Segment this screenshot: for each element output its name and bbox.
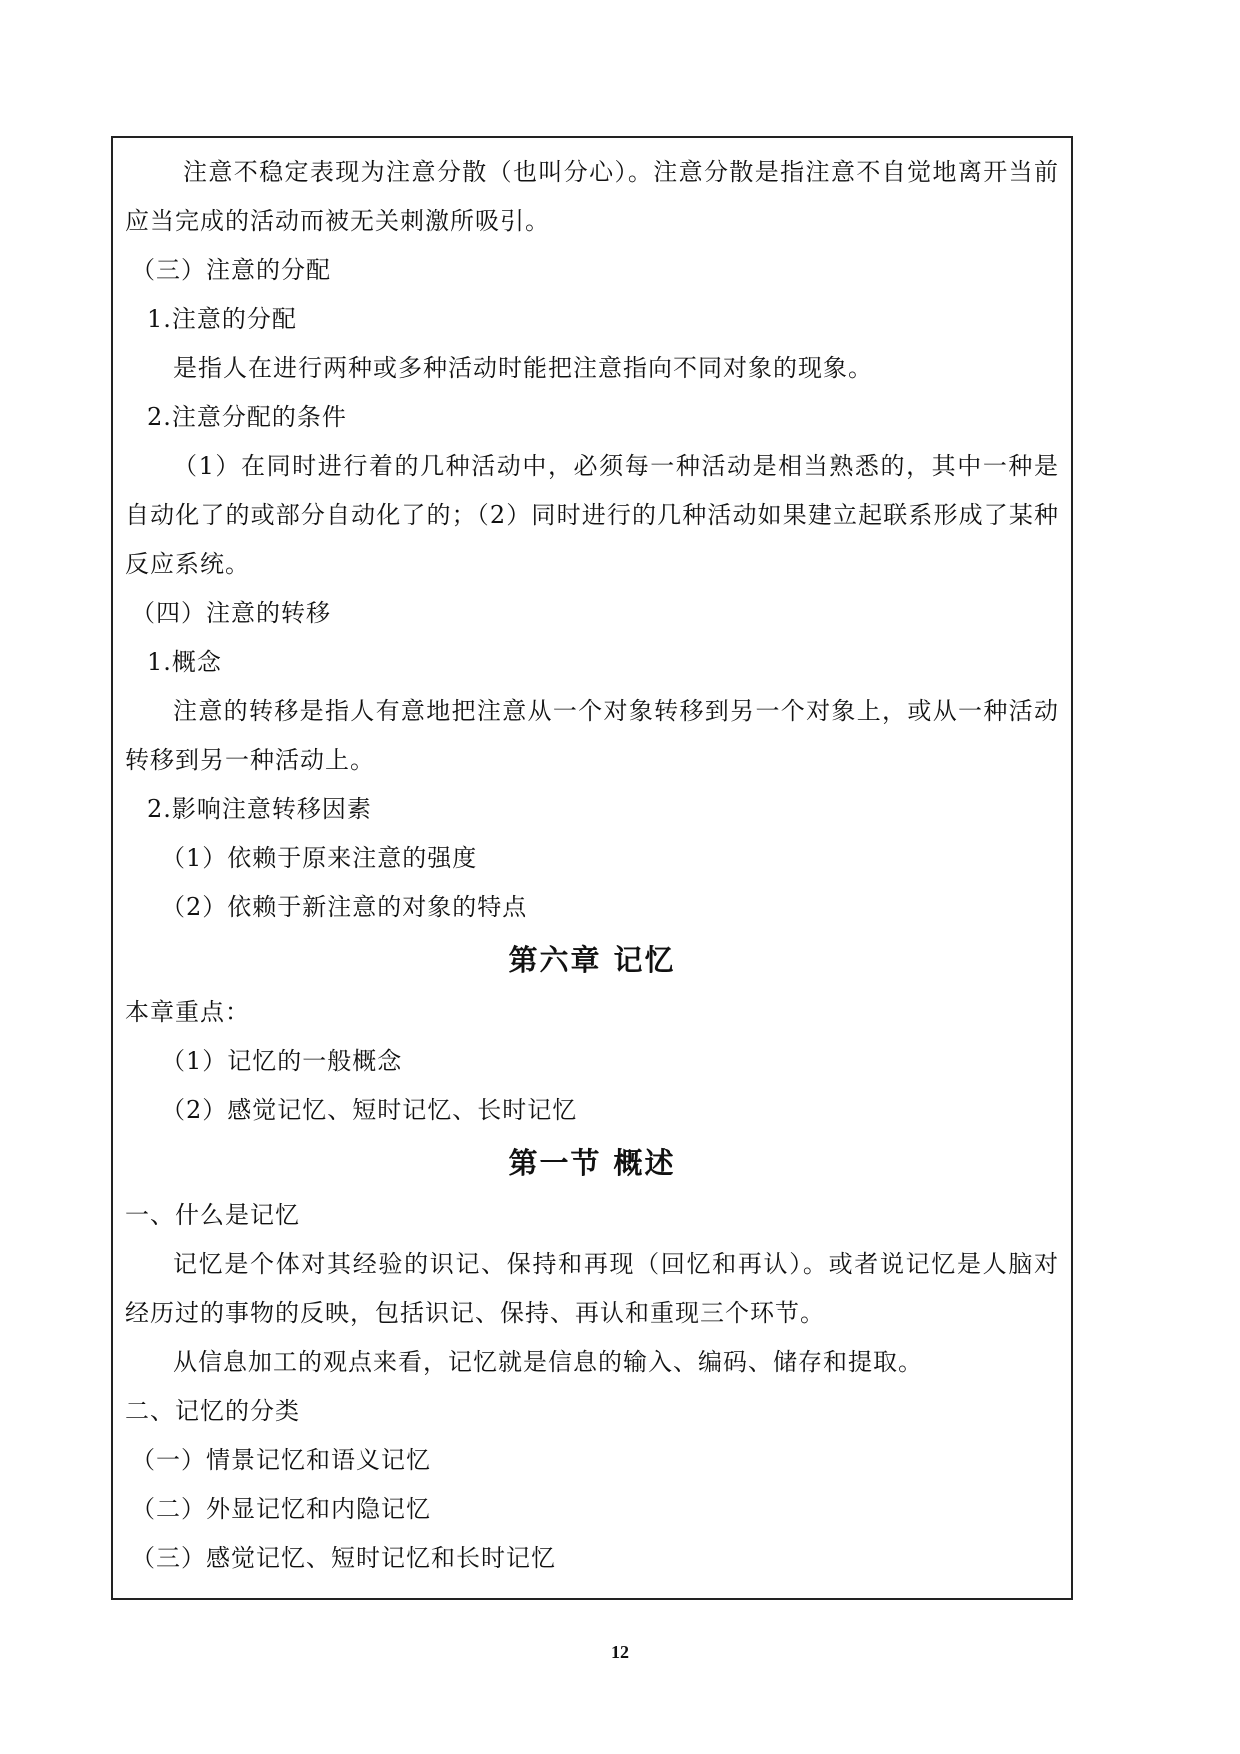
list-item-shift-factor-1: （1）依赖于原来注意的强度	[161, 844, 478, 872]
text-memory-definition: 记忆是个体对其经验的识记、保持和再现（回忆和再认）。或者说记忆是人脑对经历过的事物的反映，包括识记、保持、再认和重现三个环节。	[125, 1250, 1059, 1327]
paragraph-attention-instability: 注意不稳定表现为注意分散（也叫分心）。注意分散是指注意不自觉地离开当前应当完成的活动而被无关刺激所吸引。	[125, 158, 1059, 235]
subheading-shift-concept: 1.概念	[147, 648, 222, 676]
subheading-distribution-conditions: 2.注意分配的条件	[147, 403, 347, 431]
heading-attention-shift: （四）注意的转移	[131, 599, 331, 627]
chapter-title: 第六章 记忆	[508, 943, 676, 977]
text-shift-concept: 注意的转移是指人有意地把注意从一个对象转移到另一个对象上，或从一种活动转移到另一种活动上。	[125, 697, 1059, 774]
subheading-shift-factors: 2.影响注意转移因素	[147, 795, 372, 823]
section-title: 第一节 概述	[508, 1146, 676, 1180]
heading-attention-distribution: （三）注意的分配	[131, 256, 331, 284]
list-item-classification-2: （二）外显记忆和内隐记忆	[131, 1495, 431, 1523]
list-item-classification-3: （三）感觉记忆、短时记忆和长时记忆	[131, 1544, 556, 1572]
text-distribution-conditions: （1）在同时进行着的几种活动中，必须每一种活动是相当熟悉的，其中一种是自动化了的或部分自动化了的；（2）同时进行的几种活动如果建立起联系形成了某种反应系统。	[125, 452, 1059, 578]
heading-memory-classification: 二、记忆的分类	[125, 1397, 300, 1425]
text-memory-information-processing: 从信息加工的观点来看，记忆就是信息的输入、编码、储存和提取。	[173, 1348, 923, 1376]
heading-what-is-memory: 一、什么是记忆	[125, 1201, 300, 1229]
subheading-distribution-definition: 1.注意的分配	[147, 305, 297, 333]
list-item-key-point-2: （2）感觉记忆、短时记忆、长时记忆	[161, 1096, 578, 1124]
text-distribution-definition: 是指人在进行两种或多种活动时能把注意指向不同对象的现象。	[173, 354, 873, 382]
list-item-shift-factor-2: （2）依赖于新注意的对象的特点	[161, 893, 528, 921]
list-item-classification-1: （一）情景记忆和语义记忆	[131, 1446, 431, 1474]
list-item-key-point-1: （1）记忆的一般概念	[161, 1047, 403, 1075]
key-points-label: 本章重点：	[125, 998, 250, 1026]
content-frame	[111, 136, 1073, 1600]
page-number: 12	[611, 1642, 629, 1662]
